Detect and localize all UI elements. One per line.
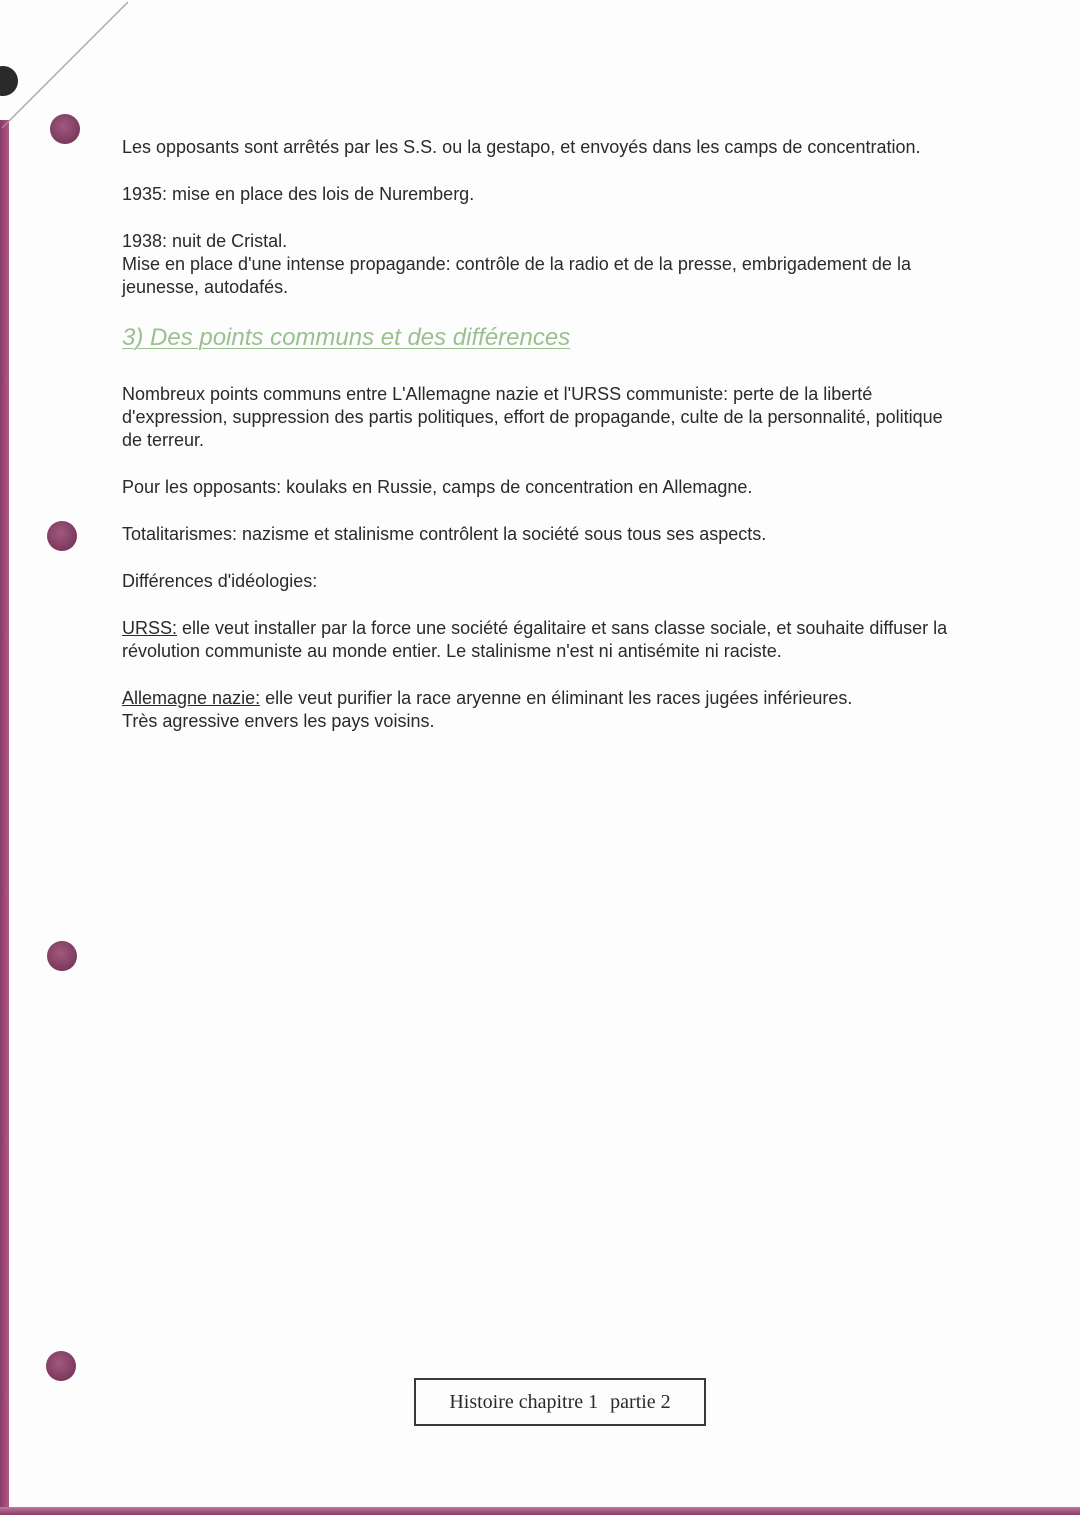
binder-edge-left [0,120,9,1515]
allemagne-label: Allemagne nazie: [122,688,261,708]
paragraph-totalitarismes: Totalitarismes: nazisme et stalinisme contrôlent la société sous tous ses aspects. [122,524,767,544]
allemagne-text: elle veut purifier la race aryenne en éliminant les races jugées inférieures. [260,688,853,708]
paragraph-nuremberg: 1935: mise en place des lois de Nuremberg. [122,184,475,204]
punch-hole [46,1351,76,1381]
footer-label-box [414,1378,706,1426]
binder-edge-bottom [0,1507,1080,1515]
urss-text: elle veut installer par la force une société égalitaire et sans classe sociale, et souhaite diffuser la révolution communiste au monde entier. Le stalinisme n'est ni antisémite ni raciste. [122,618,948,661]
paragraph-propagande: Mise en place d'une intense propagande: contrôle de la radio et de la presse, embrigadement de la jeunesse, autodafés. [122,254,911,297]
paragraph-allemagne [122,687,952,733]
paragraph-opposants-comparison: Pour les opposants: koulaks en Russie, camps de concentration en Allemagne. [122,477,753,497]
document-body [122,136,952,757]
punch-hole [47,521,77,551]
urss-label: URSS: [122,618,178,638]
paragraph-points-communs: Nombreux points communs entre L'Allemagne nazie et l'URSS communiste: perte de la liberté d'expression, suppression des partis politiques, effort de propagande, culte de la personnalité, politique de terreur. [122,384,943,450]
paragraph-cristal [122,230,952,299]
punch-hole [47,941,77,971]
paragraph-cristal-line1: 1938: nuit de Cristal. [122,231,288,251]
footer-title: Histoire chapitre 1 [449,1390,599,1413]
footer-part: partie 2 [610,1390,671,1413]
paragraph-urss [122,617,952,663]
paragraph-differences: Différences d'idéologies: [122,571,318,591]
paragraph-opposants: Les opposants sont arrêtés par les S.S. ou la gestapo, et envoyés dans les camps de concentration. [122,137,921,157]
allemagne-text-2: Très agressive envers les pays voisins. [122,711,435,731]
section-heading: 3) Des points communs et des différences [122,324,571,351]
punch-hole [50,114,80,144]
